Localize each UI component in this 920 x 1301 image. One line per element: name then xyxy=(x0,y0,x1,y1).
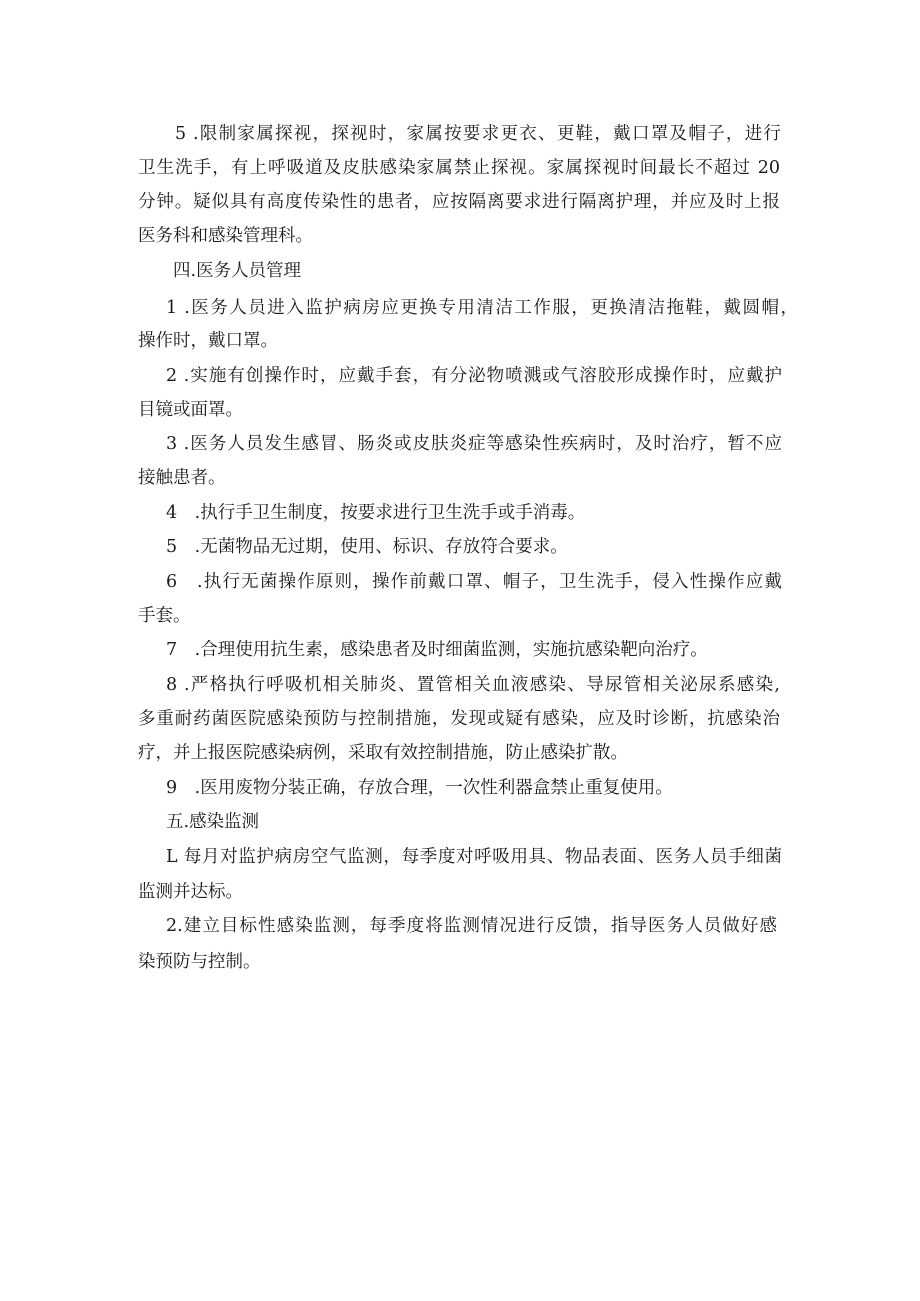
paragraph-line: 接触患者。 xyxy=(138,468,226,488)
paragraph-line: 3 .医务人员发生感冒、肠炎或皮肤炎症等感染性疾病时，及时治疗，暂不应 xyxy=(166,434,782,454)
paragraph-line: 染预防与控制。 xyxy=(138,952,261,972)
paragraph-line: 目镜或面罩。 xyxy=(138,400,243,420)
paragraph-line: 2.建立目标性感染监测，每季度将监测情况进行反馈，指导医务人员做好感 xyxy=(166,916,777,936)
paragraph-line: L 每月对监护病房空气监测，每季度对呼吸用具、物品表面、医务人员手细菌 xyxy=(166,847,782,867)
paragraph-line: 5 .无菌物品无过期，使用、标识、存放符合要求。 xyxy=(166,537,568,557)
paragraph-line: 分钟。疑似具有高度传染性的患者，应按隔离要求进行隔离护理，并应及时上报 xyxy=(138,192,780,212)
paragraph-line: 1 .医务人员进入监护病房应更换专用清洁工作服，更换清洁拖鞋，戴圆帽， xyxy=(166,298,798,318)
paragraph-line: 7 .合理使用抗生素，感染患者及时细菌监测，实施抗感染靶向治疗。 xyxy=(166,640,708,660)
paragraph-line: 疗，并上报医院感染病例，采取有效控制措施，防止感染扩散。 xyxy=(138,743,628,763)
paragraph-line: 医务科和感染管理科。 xyxy=(138,226,313,246)
paragraph-line: 5 .限制家属探视，探视时，家属按要求更衣、更鞋，戴口罩及帽子，进行 xyxy=(175,124,781,144)
paragraph-line: 监测并达标。 xyxy=(138,882,243,902)
paragraph-line: 9 .医用废物分装正确，存放合理，一次性利器盒禁止重复使用。 xyxy=(166,778,673,798)
section-heading: 四.医务人员管理 xyxy=(173,261,302,281)
paragraph-line: 4 .执行手卫生制度，按要求进行卫生洗手或手消毒。 xyxy=(166,503,586,523)
paragraph-line: 卫生洗手，有上呼吸道及皮肤感染家属禁止探视。家属探视时间最长不超过 20 xyxy=(138,158,780,178)
paragraph-line: 操作时，戴口罩。 xyxy=(138,331,278,351)
section-heading: 五.感染监测 xyxy=(166,812,260,832)
paragraph-line: 2 .实施有创操作时，应戴手套，有分泌物喷溅或气溶胶形成操作时，应戴护 xyxy=(166,366,782,386)
paragraph-line: 多重耐药菌医院感染预防与控制措施，发现或疑有感染，应及时诊断，抗感染治 xyxy=(138,709,780,729)
paragraph-line: 手套。 xyxy=(138,606,191,626)
paragraph-line: 8 .严格执行呼吸机相关肺炎、置管相关血液感染、导尿管相关泌尿系感染, xyxy=(166,675,780,695)
paragraph-line: 6 .执行无菌操作原则，操作前戴口罩、帽子，卫生洗手，侵入性操作应戴 xyxy=(166,572,782,592)
